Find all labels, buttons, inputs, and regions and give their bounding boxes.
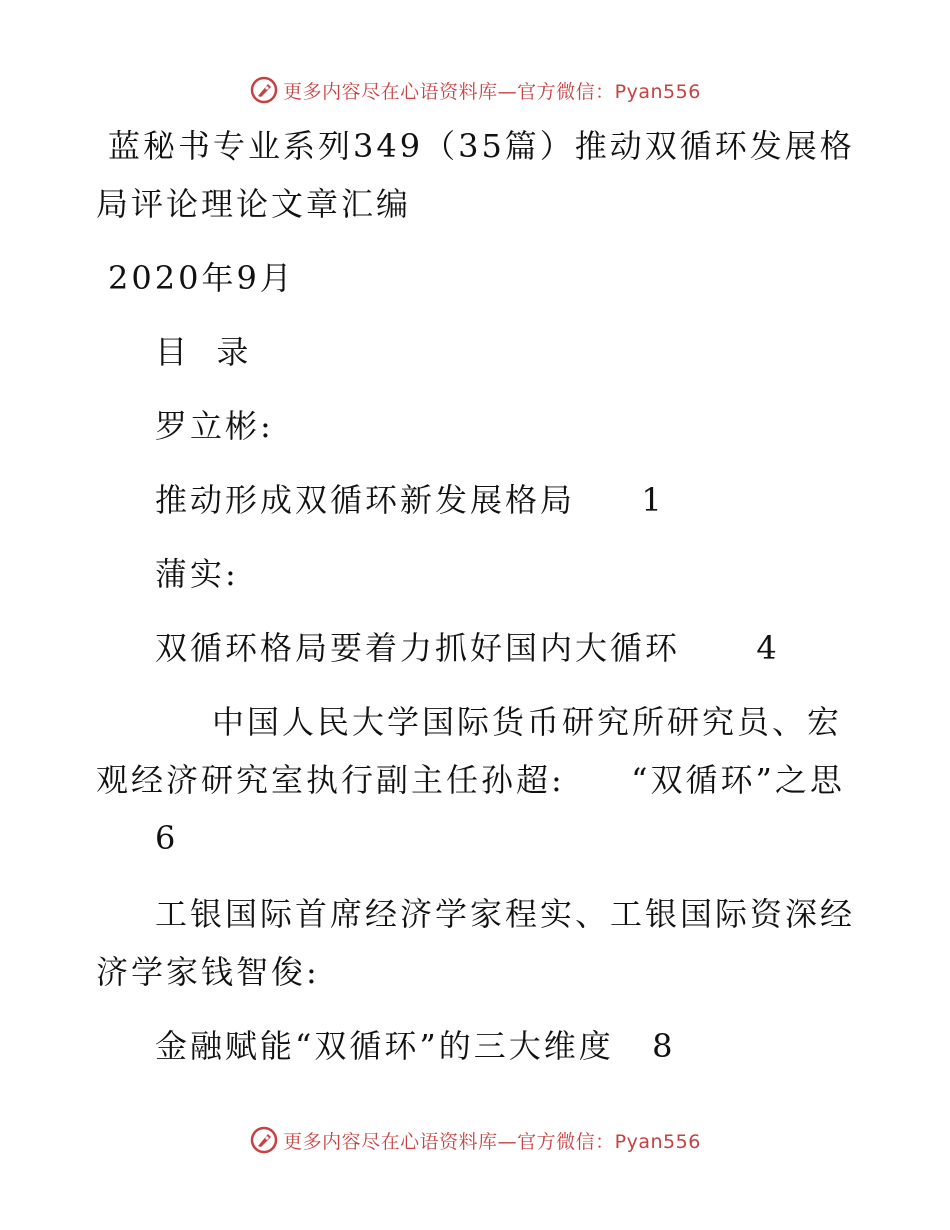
pen-nib-logo-icon — [249, 75, 279, 105]
header-watermark — [0, 70, 950, 110]
toc-entry-1-page: 1 — [641, 481, 665, 519]
toc-entry-3-title-text: “双循环”之思 — [631, 761, 845, 799]
footer-watermark-text: 更多内容尽在心语资料库—官方微信：Pyan556 — [283, 1130, 701, 1153]
toc-entry-4-title-text: 金融赋能“双循环”的三大维度 — [155, 1027, 614, 1065]
toc-entry-3-page[interactable]: 6 — [155, 819, 179, 857]
toc-entry-4-author-line2: 济学家钱智俊: — [96, 953, 320, 991]
document-date: 2020年9月 — [108, 259, 295, 297]
pen-nib-logo-icon — [249, 1125, 279, 1155]
footer-watermark — [0, 1120, 950, 1160]
toc-entry-2-page: 4 — [756, 629, 780, 667]
toc-entry-1-title-text: 推动形成双循环新发展格局 — [155, 481, 576, 519]
toc-entry-2-title-text: 双循环格局要着力抓好国内大循环 — [155, 629, 681, 667]
document-title-line1: 蓝秘书专业系列349（35篇）推动双循环发展格 — [108, 127, 855, 165]
toc-entry-4-page: 8 — [652, 1027, 676, 1065]
toc-entry-3-author-line1: 中国人民大学国际货币研究所研究员、宏 — [212, 703, 843, 741]
header-watermark-text: 更多内容尽在心语资料库—官方微信：Pyan556 — [283, 80, 701, 103]
toc-entry-3-author-line2: 观经济研究室执行副主任孙超: — [96, 761, 565, 799]
document-title-line2: 局评论理论文章汇编 — [96, 185, 412, 223]
toc-entry-4-title[interactable] — [155, 1026, 675, 1066]
toc-entry-2-author: 蒲实: — [155, 555, 239, 593]
toc-entry-3-title[interactable] — [96, 760, 845, 800]
toc-entry-4-author-line1: 工银国际首席经济学家程实、工银国际资深经 — [155, 895, 856, 933]
toc-heading: 目 录 — [155, 333, 252, 371]
toc-entry-2-title[interactable] — [155, 628, 780, 668]
toc-entry-1-title[interactable] — [155, 480, 665, 520]
toc-entry-1-author: 罗立彬: — [155, 407, 274, 445]
